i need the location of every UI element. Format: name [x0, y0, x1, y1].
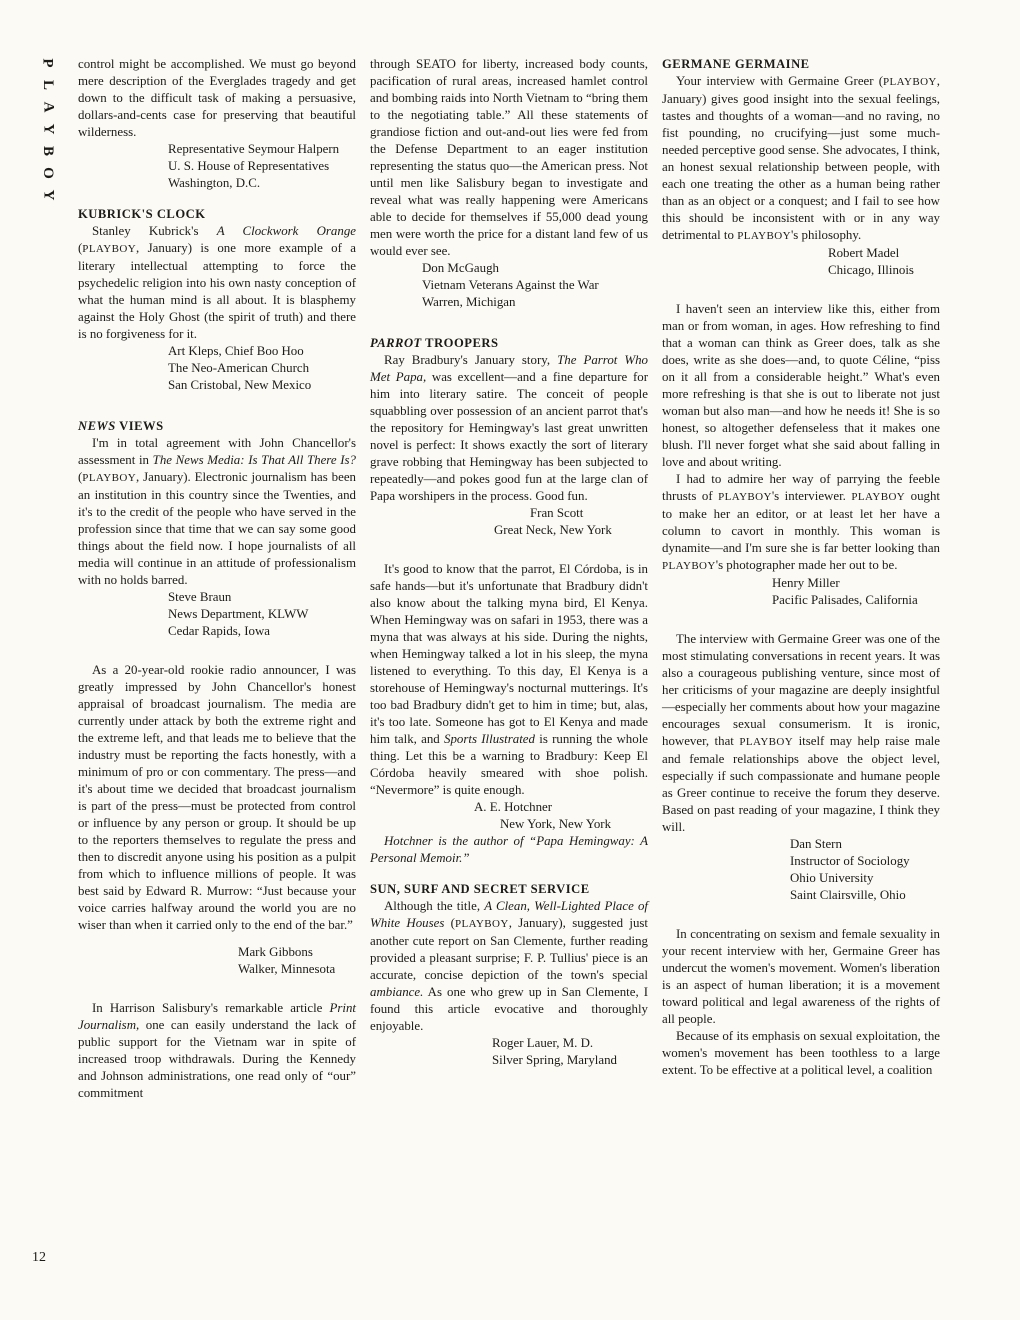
letter-paragraph: As a 20-year-old rookie radio announcer, I was greatly impressed by John Chancellor's honest appraisal of broadcast journalism. The media are currently under attack by both the extreme right and the extreme left, and that leads me to believe that the industry must be reporting the facts honestly, with a minimum of pro or con commentary. The press—and it's about time we decided that broadcast journalism is part of the press—must be protected from control or influence by any person or group. It should be up to the reporters themselves to regulate the press and then to discredit anyone using his position as a pulpit from which to influence millions of people. It was best said by Edward R. Murrow: “Just because your voice carries halfway around the world you are no wiser than when it carried only to the end of the bar.” [78, 663, 356, 932]
signature-line: Chicago, Illinois [828, 263, 914, 277]
letter-paragraph: control might be accomplished. We must go beyond mere description of the Everglades tragedy and get down to the difficult task of making a persuasive, dollars-and-cents case for preserving that beautiful wilderness. [78, 57, 356, 139]
sidebar-letter: O [39, 167, 56, 179]
signature-line: Dan Stern [790, 837, 842, 851]
sidebar-letter: Y [40, 189, 56, 201]
signature-line: U. S. House of Representatives [168, 159, 330, 173]
signature-line: Warren, Michigan [422, 295, 516, 309]
letter-paragraph: through SEATO for liberty, increased body counts, pacification of rural areas, increased hamlet control and bombing raids into North Vietnam to “bring them to the negotiating table.” All these statements of grandiose fiction and out-and-out lies were fed from the Defense Department to an eager institution representing the status quo—the American press. Not until men like Salisbury began to investigate and reveal what was really happening were Americans able to decide for themselves if 55,000 dead young men were worth the price for a distant land few of us would ever see. [370, 57, 648, 258]
signature-line: Pacific Palisades, California [772, 593, 918, 607]
letter-paragraph: I had to admire her way of parrying the feeble thrusts of PLAYBOY's interviewer. PLAYBOY ought to make her an editor, or at least let her have a column to cavort in monthly. This woman is dynamite—and I'm sure she is far better looking than PLAYBOY's photographer made her out to be. [662, 472, 940, 572]
article-title: A Clockwork Orange [216, 224, 356, 238]
section-heading: NEWS VIEWS [78, 419, 164, 433]
letter-paragraph: Because of its emphasis on sexual exploitation, the women's movement has been toothless to a large extent. To be effective at a political level, a coalition [662, 1029, 940, 1077]
letter-paragraph: The interview with Germaine Greer was one of the most stimulating conversations in recent years. It was also a courageous publishing venture, since most of her criticisms of your magazine are deeply insightful—especially her comments about how your magazine encourages sexual consumerism. It is ironic, however, that PLAYBOY itself may help raise male and female relationships above the object level, especially if such compassionate and humane people as Greer continue to receive the forum they deserve. Based on past reading of your magazine, I think they will. [662, 632, 940, 834]
signature-line: Washington, D.C. [168, 176, 261, 190]
signature-line: Instructor of Sociology [790, 854, 910, 868]
letter-paragraph: In concentrating on sexism and female sexuality in your recent interview with her, Germaine Greer has undercut the women's movement. Women's liberation is an aspect of human liberation; it is a movement toward political and legal awareness of the rights of all people. [662, 927, 940, 1026]
section-heading: PARROT TROOPERS [370, 336, 499, 350]
column-2 [370, 56, 648, 1069]
signature-line: Mark Gibbons [238, 945, 313, 959]
sidebar-letter: B [39, 145, 56, 157]
section-heading: GERMANE GERMAINE [662, 57, 810, 71]
signature-line: Roger Lauer, M. D. [492, 1036, 594, 1050]
letter-paragraph: Although the title, A Clean, Well-Lighted Place of White Houses (PLAYBOY, January), suggested just another cute report on San Clemente, further reading provided a pleasant surprise; F. P. Tullius' piece is an accurate, concise depiction of the town's special ambiance. As one who grew up in San Clemente, I found this article evocative and thoroughly enjoyable. [370, 899, 649, 1033]
article-title: Sports Illustrated [444, 732, 535, 746]
letter-paragraph: Your interview with Germaine Greer (PLAYBOY, January) gives good insight into the sexual feelings, tastes and thoughts of a woman—and no raving, no fist pounding, no crucifying—just some much-needed perceptive good sense. She advocates, I think, an honest sexual relationship between people, with each one treating the other as a human being rather than as an object or a conquest; and I fail to see how this should be inconsistent with or in any way detrimental to PLAYBOY's philosophy. [662, 74, 940, 242]
section-heading: SUN, SURF AND SECRET SERVICE [370, 882, 590, 896]
signature-line: New York, New York [500, 817, 612, 831]
signature-line: Steve Braun [168, 590, 232, 604]
signature-line: Silver Spring, Maryland [492, 1053, 617, 1067]
article-title: The Parrot Who Met Papa, [370, 353, 649, 384]
signature-line: Walker, Minnesota [238, 962, 336, 976]
article-title: A Clean, Well-Lighted Place of White Houses [370, 899, 648, 930]
column-1 [78, 56, 356, 1102]
signature-line: Don McGaugh [422, 261, 499, 275]
letter-paragraph: It's good to know that the parrot, El Córdoba, is in safe hands—but it's unfortunate that Bradbury didn't also know about the talking myna bird, El Kenya. When Hemingway was on safari in 1953, there was a myna that was always at his side. During the nights, when Hemingway talked a lot in his sleep, the myna listened to everything. To this day, El Kenya is a storehouse of Hemingway's nocturnal mutterings. It's too bad Bradbury didn't get to him in time; but, alas, it's too late. Someone has got to El Kenya and made him talk, and Sports Illustrated is running the whole thing. Let this be a warning to Bradbury: Keep El Córdoba heavily smeared with shoe polish. “Nevermore” is quite enough. [370, 562, 648, 797]
signature-line: Vietnam Veterans Against the War [422, 278, 599, 292]
letter-paragraph: Stanley Kubrick's A Clockwork Orange (PLAYBOY, January) is one more example of a literary intellectual attempting to force the psychedelic religion into his own nasty conception of what the human mind is all about. It is blasphemy against the Holy Ghost (the spirit of truth) and there is no forgiveness for it. [78, 224, 356, 341]
letter-paragraph: I'm in total agreement with John Chancellor's assessment in The News Media: Is That All There Is? (PLAYBOY, January). Electronic journalism has been an institution in this country since the Twenties, and it's to the credit of the people who have served in the profession since that time that we can say some good things about the field now. I hope journalists of all media will continue in an attitude of professionalism with no holds barred. [78, 436, 356, 587]
magazine-sidebar [28, 52, 68, 206]
signature-line: Henry Miller [772, 576, 840, 590]
letter-paragraph: In Harrison Salisbury's remarkable article Print Journalism, one can easily understand the lack of public support for the Vietnam war in spite of increased troop withdrawals. During the Kennedy and Johnson administrations, one read only of “our” commitment [78, 1001, 356, 1100]
letter-paragraph: Ray Bradbury's January story, The Parrot Who Met Papa, was excellent—and a fine departure for him into literary satire. The conceit of people squabbling over possession of an ancient parrot that's the repository for Hemingway's last great unwritten novel is perfect: It shows exactly the sort of literary grave robbing that Hemingway has been subjected to repeatedly—and pokes good fun at the large clan of Papa worshipers in the process. Good fun. [370, 353, 649, 503]
sidebar-letter: L [39, 79, 56, 91]
sidebar-letter: A [40, 101, 56, 113]
column-3 [662, 56, 940, 1079]
article-title: Print Journalism, [78, 1001, 356, 1032]
signature-line: Representative Seymour Halpern [168, 142, 340, 156]
signature-line: San Cristobal, New Mexico [168, 378, 312, 392]
editor-note: Hotchner is the author of “Papa Hemingway: A Personal Memoir.” [370, 834, 648, 865]
signature-line: Fran Scott [530, 506, 584, 520]
signature-line: The Neo-American Church [168, 361, 310, 375]
signature-line: Great Neck, New York [494, 523, 612, 537]
sidebar-letter: Y [40, 123, 56, 135]
article-title: The News Media: Is That All There Is? [152, 453, 356, 467]
signature-line: Robert Madel [828, 246, 900, 260]
letter-paragraph: I haven't seen an interview like this, either from man or from woman, in ages. How refreshing to find that a woman can think as Greer does, talk as she does, write as she does—and, to quote Céline, “piss on it all from a considerable height.” What's even more refreshing is that she is out to liberate not just woman but also man—and how he needs it! She is so honest, so altogether defenseless that it makes one blush. I'll never forget what she said about falling in love and about writing. [662, 302, 940, 469]
signature-line: Saint Clairsville, Ohio [790, 888, 906, 902]
signature-line: Ohio University [790, 871, 874, 885]
signature-line: News Department, KLWW [168, 607, 309, 621]
page-number: 12 [32, 1250, 46, 1265]
sidebar-letter: P [39, 58, 56, 68]
section-heading: KUBRICK'S CLOCK [78, 207, 206, 221]
signature-line: Art Kleps, Chief Boo Hoo [168, 344, 304, 358]
signature-line: A. E. Hotchner [474, 800, 553, 814]
signature-line: Cedar Rapids, Iowa [168, 624, 271, 638]
